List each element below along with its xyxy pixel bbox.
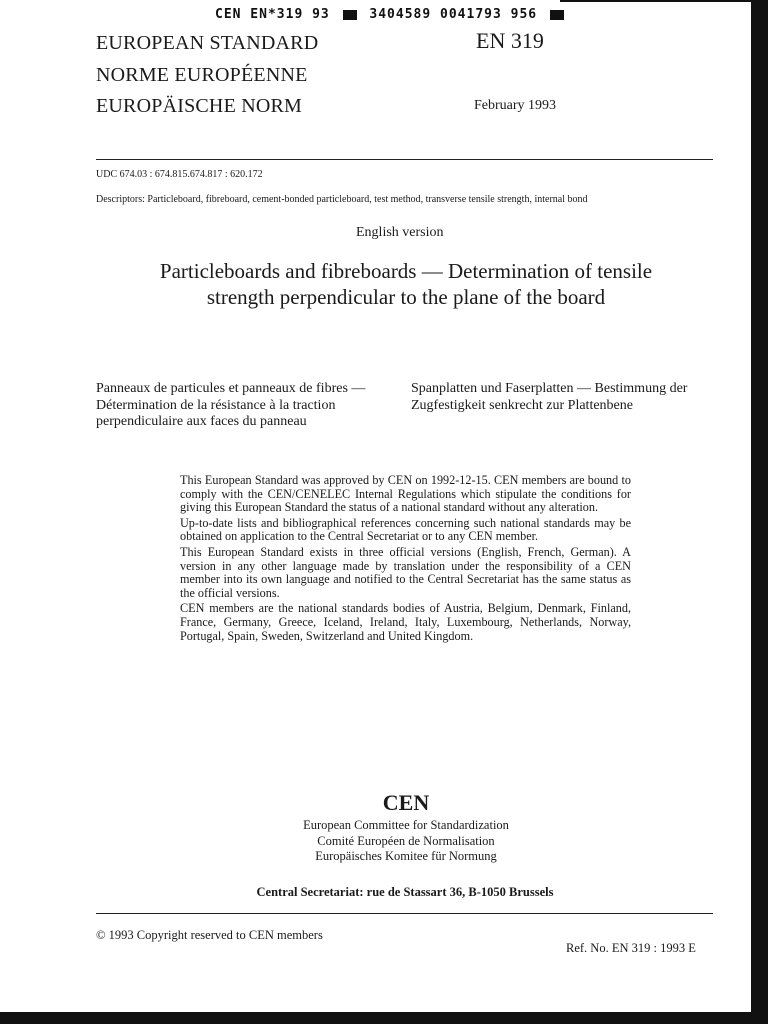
publication-date: February 1993 [474, 98, 557, 113]
header-europaische-norm: EUROPÄISCHE NORM [96, 95, 303, 117]
language-version: English version [356, 225, 444, 240]
barcode-block-mark-end [550, 10, 564, 20]
header-european-standard: EUROPEAN STANDARD [96, 32, 319, 54]
central-secretariat-address: Central Secretariat: rue de Stassart 36, B-1050 Brussels [256, 885, 554, 899]
document-barcode-line [215, 7, 568, 22]
title-line-2: strength perpendicular to the plane of the board [206, 285, 606, 309]
approval-paragraph: This European Standard was approved by CEN on 1992-12-15. CEN members are bound to comply with the CEN/CENELEC Internal Regulations which stipulate the conditions for giving this European Standard the status of a national standard without any alteration. [180, 473, 631, 515]
scan-border-top [560, 0, 751, 2]
cen-acronym: CEN [382, 790, 430, 815]
cen-name-german: Europäisches Komitee für Normung [315, 849, 497, 864]
title-line-1: Particleboards and fibreboards — Determination of tensile [159, 259, 653, 283]
barcode-text-left: CEN EN*319 93 [215, 7, 330, 22]
header-divider [96, 159, 713, 160]
document-title [96, 258, 716, 310]
approval-statement [180, 474, 631, 645]
footer-divider [96, 913, 713, 914]
cen-name-english: European Committee for Standardization [303, 818, 509, 832]
udc-classification: UDC 674.03 : 674.815.674.817 : 620.172 [96, 169, 263, 180]
approval-paragraph: This European Standard exists in three official versions (English, French, German). A version in any other language made by translation under the responsibility of a CEN member into its own language and notified to the Central Secretariat has the same status as the official versions. [180, 544, 631, 600]
copyright-notice: © 1993 Copyright reserved to CEN members [96, 928, 323, 942]
header-norme-europeenne: NORME EUROPÉENNE [96, 64, 308, 86]
cen-name-french: Comité Européen de Normalisation [317, 833, 495, 848]
cen-names [0, 818, 768, 865]
title-french: Panneaux de particules et panneaux de fibres — Détermination de la résistance à la traction perpendiculaire aux faces du panneau [96, 381, 366, 429]
barcode-block-mark [343, 10, 357, 20]
scan-border-right [751, 0, 768, 1024]
barcode-text-right: 3404589 0041793 956 [369, 7, 538, 22]
title-german: Spanplatten und Faserplatten — Bestimmung der Zugfestigkeit senkrecht zur Plattenbene [411, 381, 688, 413]
descriptors: Descriptors: Particleboard, fibreboard, cement-bonded particleboard, test method, transverse tensile strength, internal bond [96, 194, 588, 205]
standard-number: EN 319 [476, 28, 544, 53]
approval-paragraph: CEN members are the national standards bodies of Austria, Belgium, Denmark, Finland, France, Germany, Greece, Iceland, Ireland, Italy, Luxembourg, Netherlands, Norway, Portugal, Spain, Sweden, Switzerland and United Kingdom. [180, 601, 631, 643]
approval-paragraph: Up-to-date lists and bibliographical references concerning such national standards may be obtained on application to the Central Secretariat or to any CEN member. [180, 515, 631, 544]
reference-number: Ref. No. EN 319 : 1993 E [566, 941, 696, 955]
scan-border-bottom [0, 1012, 768, 1024]
